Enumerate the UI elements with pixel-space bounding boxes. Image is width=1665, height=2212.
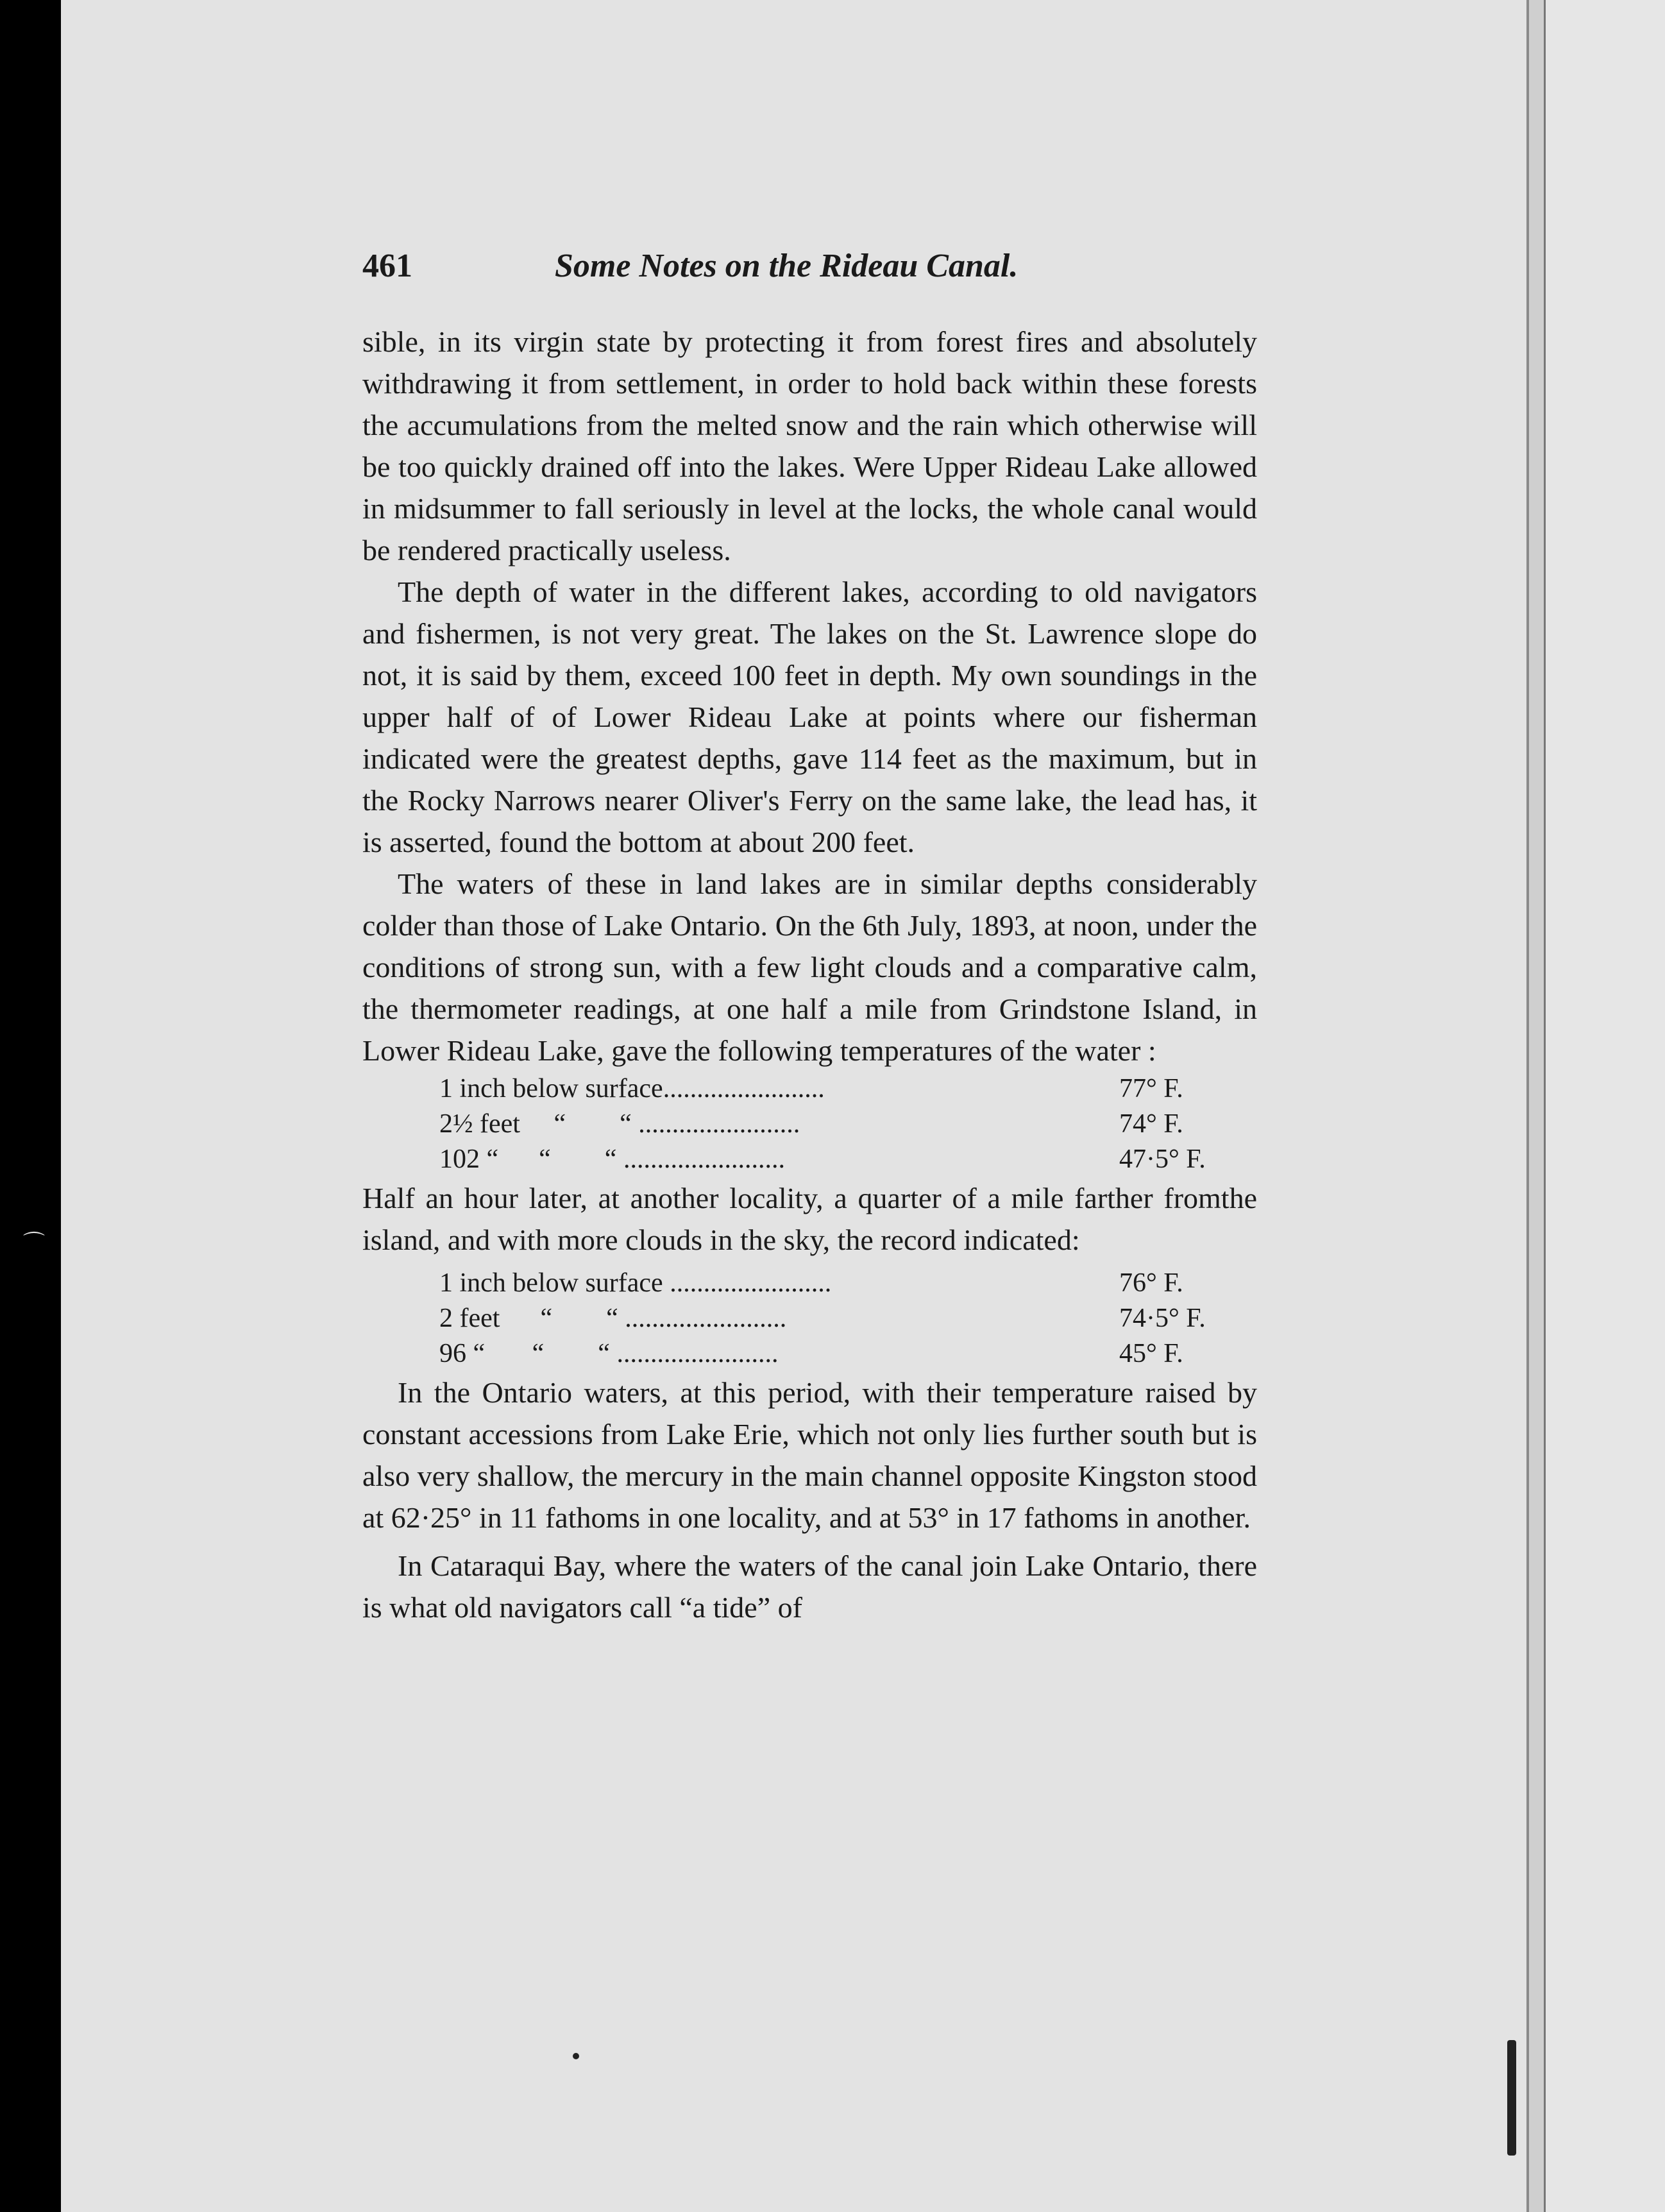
table-row: [439, 1107, 1247, 1142]
table-row: [439, 1266, 1247, 1301]
paragraph: sible, in its virgin state by protecting it from forest fires and absolutely withdrawing it from settlement, in order to hold back within these forests the accumulations from the melted snow and the rain which otherwise will be too quickly drained off into the lakes. Were Upper Rideau Lake allowed in midsummer to fall seriously in level at the locks, the whole canal would be rendered practically useless.: [362, 325, 1257, 566]
print-speck: [573, 2053, 579, 2059]
temperature-table-2: [439, 1266, 1247, 1372]
page-gutter: [1526, 0, 1546, 2212]
page-header: [362, 247, 1151, 292]
depth-cell: 102 “ “ “ ........................: [439, 1144, 785, 1174]
table-row: [439, 1142, 1247, 1177]
temp-cell: 45° F.: [1119, 1339, 1183, 1368]
temp-cell: 74·5° F.: [1119, 1304, 1206, 1333]
depth-cell: 96 “ “ “ ........................: [439, 1339, 779, 1368]
temp-cell: 74° F.: [1119, 1109, 1183, 1139]
paragraph: The depth of water in the different lakes, according to old navigators and fishermen, is not very great. The lakes on the St. Lawrence slope do not, it is said by them, exceed 100 feet in depth. My own soundings in the upper half of of Lower Rideau Lake at points where our fisherman indicated were the greatest depths, gave 114 feet as the maximum, but in the Rocky Narrows nearer Oliver's Ferry on the same lake, the lead has, it is asserted, found the bottom at about 200 feet.: [362, 575, 1257, 858]
paragraph: In Cataraqui Bay, where the waters of the canal join Lake Ontario, there is what old navigators call “a tide” of: [362, 1549, 1257, 1624]
paragraph: Half an hour later, at another locality, a quarter of a mile farther fromthe island, and with more clouds in the sky, the record indicated:: [362, 1182, 1257, 1256]
depth-cell: 1 inch below surface........................: [439, 1074, 825, 1103]
paragraph: The waters of these in land lakes are in similar depths considerably colder than those of Lake Ontario. On the 6th July, 1893, at noon, under the conditions of strong sun, with a few light clouds and a comparative calm, the thermometer readings, at one half a mile from Grindstone Island, in Lower Rideau Lake, gave the following temperatures of the water :: [362, 867, 1257, 1067]
margin-mark: ⌒: [23, 1230, 45, 1256]
binding-shadow: [1507, 2040, 1516, 2156]
temp-cell: 47·5° F.: [1119, 1144, 1206, 1174]
temperature-table-1: [439, 1071, 1247, 1177]
table-row: [439, 1336, 1247, 1372]
page-body: [362, 321, 1257, 1628]
depth-cell: 2 feet “ “ ........................: [439, 1304, 787, 1333]
table-row: [439, 1301, 1247, 1336]
temp-cell: 76° F.: [1119, 1268, 1183, 1298]
temp-cell: 77° F.: [1119, 1074, 1183, 1103]
page-number: 461: [362, 248, 412, 284]
running-title: Some Notes on the Rideau Canal.: [555, 248, 1018, 284]
facing-page-edge: [1546, 0, 1665, 2212]
depth-cell: 1 inch below surface ........................: [439, 1268, 832, 1298]
depth-cell: 2½ feet “ “ ........................: [439, 1109, 800, 1139]
paragraph: In the Ontario waters, at this period, with their temperature raised by constant accessions from Lake Erie, which not only lies further south but is also very shallow, the mercury in the main channel opposite Kingston stood at 62·25° in 11 fathoms in one locality, and at 53° in 17 fathoms in another.: [362, 1376, 1257, 1534]
table-row: [439, 1071, 1247, 1107]
